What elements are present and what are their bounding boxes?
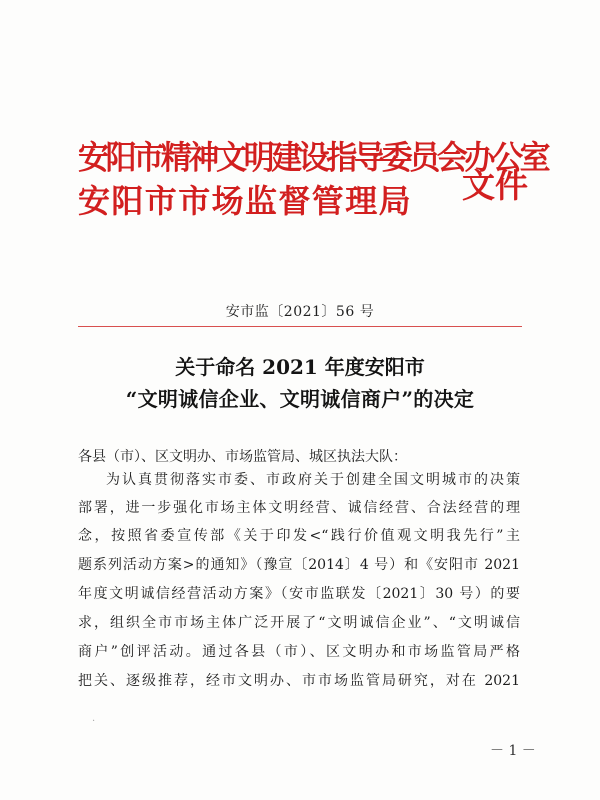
body-text-line: 商户”创评活动。通过各县（市）、区文明办和市场监管局严格 [78,644,520,660]
body-text-line: 为认真贯彻落实市委、市政府关于创建全国文明城市的决策 [106,472,520,488]
margin-mark: · [92,716,96,727]
document-number: 安市监〔2021〕56 号 [225,304,375,320]
document-title-line-2: “文明诚信企业、文明诚信商户”的决定 [125,387,475,411]
body-text-line: 年度文明诚信经营活动方案》（安市监联发〔2021〕30 号）的要 [78,586,520,602]
issuer-name-line-2: 安阳市市场监督管理局 [78,182,413,220]
issuer-name-line-1: 安阳市精神文明建设指导委员会办公室 [78,139,548,178]
document-title-line-1: 关于命名 2021 年度安阳市 [175,355,425,379]
body-text-line: 部署，进一步强化市场主体文明经营、诚信经营、合法经营的理 [78,500,520,516]
body-text-line: 题系列活动方案>的通知》（豫宣〔2014〕4 号）和《安阳市 2021 [78,557,520,573]
body-text-line: 求，组织全市市场主体广泛开展了“文明诚信企业”、“文明诚信 [78,615,520,631]
page-number: － 1 － [490,743,536,759]
salutation: 各县（市）、区文明办、市场监管局、城区执法大队： [78,449,407,465]
body-text-line: 把关、逐级推荐，经市文明办、市市场监管局研究，对在 2021 [78,673,520,689]
body-text-line: 念，按照省委宣传部《关于印发<“践行价值观文明我先行”主 [78,528,520,544]
document-type-suffix: 文件 [462,166,528,205]
red-divider-line [78,326,522,327]
